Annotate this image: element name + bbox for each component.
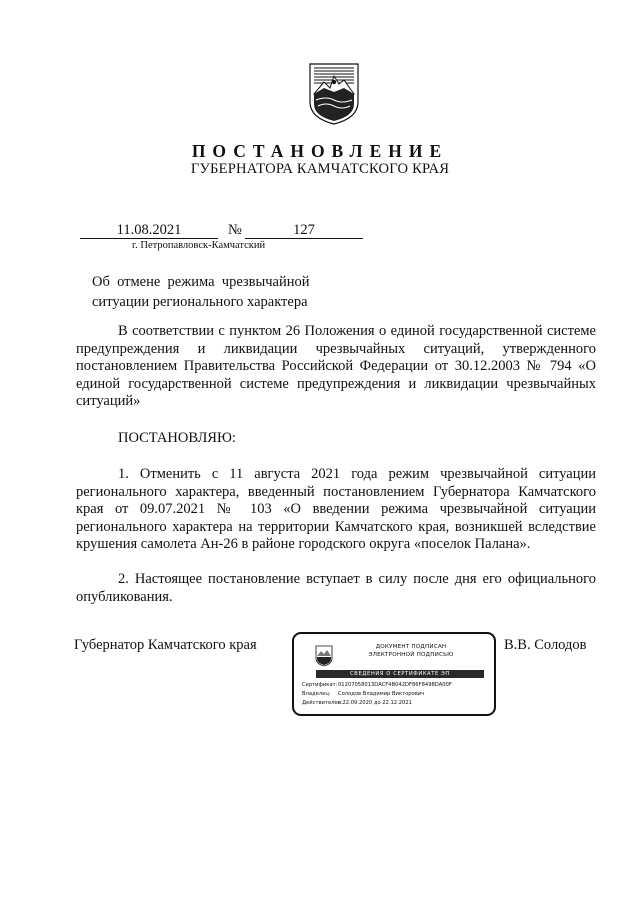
signatory-name: В.В. Солодов — [504, 637, 587, 653]
document-date: 11.08.2021 — [116, 222, 182, 238]
stamp-validity-row — [302, 700, 412, 706]
decree-item-1: 1. Отменить с 11 августа 2021 года режим чрезвычайной ситуации регионального характера, введенный постановлением Губернатора Камчатского края от 09.07.2021 № 103 «О введении режима чрезвычайной ситуации регионального характера на территории Камчатского края, возникшей вследствие крушения самолета Ан-26 в районе городского округа «поселок Палана». — [76, 466, 596, 552]
decree-heading: ПОСТАНОВЛЯЮ: — [118, 430, 236, 446]
stamp-validity-label: Действителен: — [302, 700, 343, 706]
stamp-title-line-2: ЭЛЕКТРОННОЙ ПОДПИСЬЮ — [368, 652, 454, 658]
number-sign: № — [228, 222, 242, 238]
signatory-position: Губернатор Камчатского края — [74, 637, 257, 653]
subject-line-1: Об отмене режима чрезвычайной — [92, 274, 310, 290]
number-underline — [245, 238, 363, 239]
document-city: г. Петропавловск-Камчатский — [132, 240, 266, 251]
stamp-owner-label: Владелец: — [302, 691, 331, 697]
stamp-validity-value: с 22.09.2020 до 22.12.2021 — [338, 700, 412, 706]
document-number: 127 — [293, 222, 315, 238]
preamble-paragraph: В соответствии с пунктом 26 Положения о единой государственной системе предупреждения и ликвидации чрезвычайных ситуаций, утвержденного постановлением Правительства Российской Федерации от 30.12.2003 № 794 «О единой государственной системе предупреждения и ликвидации чрезвычайных ситуаций» — [76, 323, 596, 409]
stamp-emblem-icon — [314, 645, 334, 667]
stamp-certificate-banner: СВЕДЕНИЯ О СЕРТИФИКАТЕ ЭП — [316, 670, 484, 678]
date-underline — [80, 238, 218, 239]
document-subtitle: ГУБЕРНАТОРА КАМЧАТСКОГО КРАЯ — [190, 161, 450, 177]
document-title: ПОСТАНОВЛЕНИЕ — [191, 141, 449, 161]
document-subject — [92, 272, 310, 312]
stamp-owner-value: Солодов Владимир Викторович — [338, 691, 425, 697]
stamp-certificate-row — [302, 682, 452, 688]
stamp-certificate-value: 01207058013DACF4B042DF86F8498DA00F — [338, 682, 452, 688]
electronic-signature-stamp — [292, 632, 496, 716]
subject-line-2: ситуации регионального характера — [92, 294, 308, 310]
decree-item-2: 2. Настоящее постановление вступает в силу после дня его официального опубликования. — [76, 571, 596, 605]
stamp-certificate-label: Сертификат: — [302, 682, 338, 688]
stamp-owner-row — [302, 691, 424, 697]
stamp-title-line-1: ДОКУМЕНТ ПОДПИСАН — [375, 644, 447, 650]
coat-of-arms-icon — [306, 62, 362, 126]
